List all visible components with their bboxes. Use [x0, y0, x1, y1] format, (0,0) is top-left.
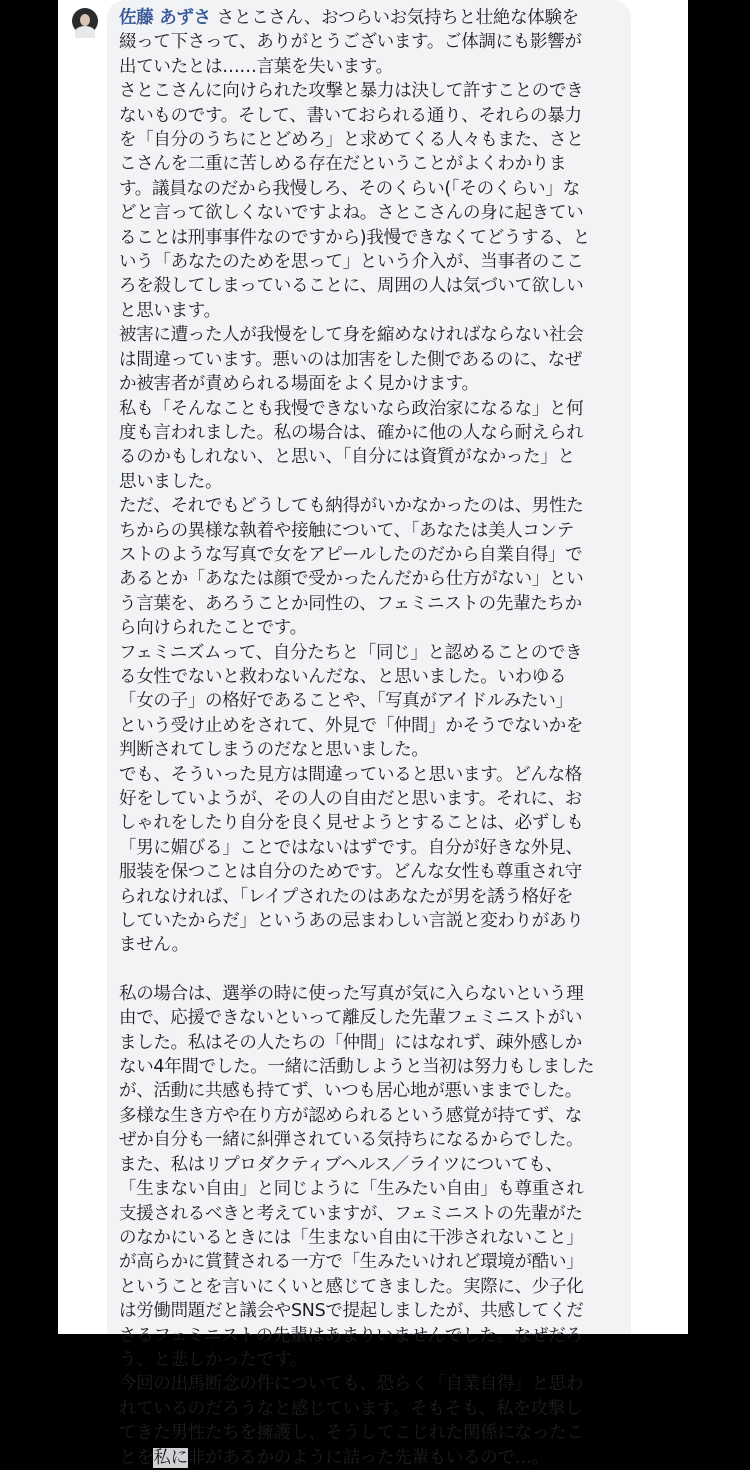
comment-line: ぜか自分も一緒に糾弾されている気持ちになるからでした。: [119, 1130, 584, 1151]
comment-line: ちからの異様な執着や接触について、「あなたは美人コンテ: [119, 520, 574, 541]
highlighted-text: 私に: [153, 1447, 188, 1468]
last-line-after: 非があるかのように詰った先輩もいるので…。: [187, 1447, 550, 1468]
comment-line: 服装を保つことは自分のためです。どんな女性も尊重され守: [119, 862, 582, 883]
comment-line: か被害者が責められる場面をよく見かけます。: [119, 374, 479, 395]
comment-line: どと言って欲しくないですよね。さとこさんの身に起きてい: [119, 203, 584, 224]
comment-line: が高らかに賞賛される一方で「生みたいけれど環境が酷い」: [119, 1252, 584, 1273]
last-line-before: とを: [119, 1447, 154, 1468]
comment-line: 「女の子」の格好であることや、「写真がアイドルみたい」: [119, 691, 573, 712]
comment-line: う言葉を、あろうことか同性の、フェミニストの先輩たちか: [119, 593, 582, 614]
avatar-shoulder: [75, 26, 95, 38]
comment-line: フェミニズムって、自分たちと「同じ」と認めることのでき: [119, 642, 583, 663]
comment-line: 度も言われました。私の場合は、確かに他の人なら耐えられ: [119, 422, 584, 443]
comment-line: られなければ、「レイプされたのはあなたが男を誘う格好を: [119, 886, 574, 907]
comment-line: ない4年間でした。一緒に活動しようと当初は努力もしました: [119, 1057, 595, 1078]
comment-bubble: [107, 0, 631, 1468]
comment-line: は労働問題だと議会やSNSで提起しましたが、共感してくだ: [119, 1301, 584, 1322]
comment-line: ることは刑事事件なのですから)我慢できなくてどうする、と: [119, 227, 590, 248]
comment-author-link[interactable]: 佐藤 あずさ: [119, 8, 211, 28]
avatar-face: [80, 14, 90, 26]
comment-line: 私の場合は、選挙の時に使った写真が気に入らないという理: [119, 983, 584, 1004]
comment-line: 出ていたとは……言葉を失います。: [119, 56, 393, 77]
comment-line: でも、そういった見方は間違っていると思います。どんな格: [119, 764, 582, 785]
comment-line: ら向けられたことです。: [119, 618, 307, 639]
comment-line: が、活動に共感も持てず、いつも居心地が悪いままでした。: [119, 1081, 582, 1102]
comment-line: 多様な生き方や在り方が認められるという感覚が持てず、な: [119, 1105, 582, 1126]
comment-line: るのかもしれない、と思い、「自分には資質がなかった」と: [119, 447, 575, 468]
comment-line: あるとか「あなたは顔で受かったんだから仕方がない」とい: [119, 569, 584, 590]
comment-line: を「自分のうちにとどめろ」と求めてくる人々もまた、さと: [119, 130, 584, 151]
comment-line: 思いました。: [119, 471, 223, 492]
comment-line: 今回の出馬断念の件についても、恐らく「自業自得」と思わ: [119, 1374, 584, 1395]
comment-line: れているのだろうなと感じています。そもそも、私を攻撃し: [119, 1398, 582, 1419]
avatar[interactable]: [72, 8, 98, 34]
comment-line: る女性でないと救わないんだな、と思いました。いわゆる: [119, 666, 567, 687]
comment-line: 支援されるべきと考えていますが、フェミニストの先輩がた: [119, 1203, 583, 1224]
comment-line: ました。私はその人たちの「仲間」にはなれず、疎外感しか: [119, 1032, 582, 1053]
comment-line: していたからだ」というあの忌まわしい言説と変わりがあり: [119, 911, 584, 932]
comment-line: う、と悲しかったです。: [119, 1349, 307, 1370]
comment-line: さるフェミニストの先輩はあまりいませんでした。なぜだろ: [119, 1325, 583, 1346]
paragraph-spacer: [119, 958, 621, 982]
comment-line: ただ、それでもどうしても納得がいかなかったのは、男性た: [119, 496, 584, 517]
comment-line: 「生まない自由」と同じように「生みたい自由」も尊重され: [119, 1179, 584, 1200]
comment-first-line: さとこさん、おつらいお気持ちと壮絶な体験を: [216, 8, 579, 28]
comment-line: いう「あなたのためを思って」という介入が、当事者のここ: [119, 252, 584, 273]
comment-paragraph-1: [119, 30, 621, 957]
comment-line: ストのような写真で女をアピールしたのだから自業自得」で: [119, 544, 583, 565]
comment-line: ということを言いにくいと感じてきました。実際に、少子化: [119, 1276, 584, 1297]
comment-line: ないものです。そして、書いておられる通り、それらの暴力: [119, 105, 582, 126]
comment-line: 私も「そんなことも我慢できないなら政治家になるな」と何: [119, 398, 584, 419]
comment-line: す。議員なのだから我慢しろ、そのくらい(「そのくらい」な: [119, 178, 580, 199]
comment-line: 由で、応援できないといって離反した先輩フェミニストがい: [119, 1008, 583, 1029]
comment-line: ろを殺してしまっていることに、周囲の人は気づいて欲しい: [119, 276, 584, 297]
comment-line: さとこさんに向けられた攻撃と暴力は決して許すことのでき: [119, 81, 584, 102]
comment-paragraph-2: [119, 982, 621, 1446]
comment-line: という受け止めをされて、外見で「仲間」かそうでないかを: [119, 715, 584, 736]
comment-line: 綴って下さって、ありがとうございます。ご体調にも影響が: [119, 32, 582, 53]
comment-line: のなかにいるときには「生まない自由に干渉されないこと」: [119, 1227, 584, 1248]
comment-text: [119, 6, 621, 1470]
comment-line: 好をしていようが、その人の自由だと思います。それに、お: [119, 789, 582, 809]
comment-line: と思います。: [119, 300, 221, 321]
comment-line: こさんを二重に苦しめる存在だということがよくわかりま: [119, 154, 567, 175]
comment-line: 被害に遭った人が我慢をして身を縮めなければならない社会: [119, 325, 584, 346]
comment-line: また、私はリプロダクティブヘルス／ライツについても、: [119, 1154, 563, 1175]
comment-last-line: [119, 1446, 621, 1470]
comment-line: ません。: [119, 935, 189, 956]
comment-line: 判断されてしまうのだなと思いました。: [119, 740, 429, 761]
comment-line: てきた男性たちを擁護し、そうしてこじれた関係になったこ: [119, 1423, 584, 1444]
comment-line: は間違っています。悪いのは加害をした側であるのに、なぜ: [119, 349, 582, 370]
comment-line: 「男に媚びる」ことではないはずです。自分が好きな外見、: [119, 837, 583, 858]
comment-line: しゃれをしたり自分を良く見せようとすることは、必ずしも: [119, 813, 584, 834]
